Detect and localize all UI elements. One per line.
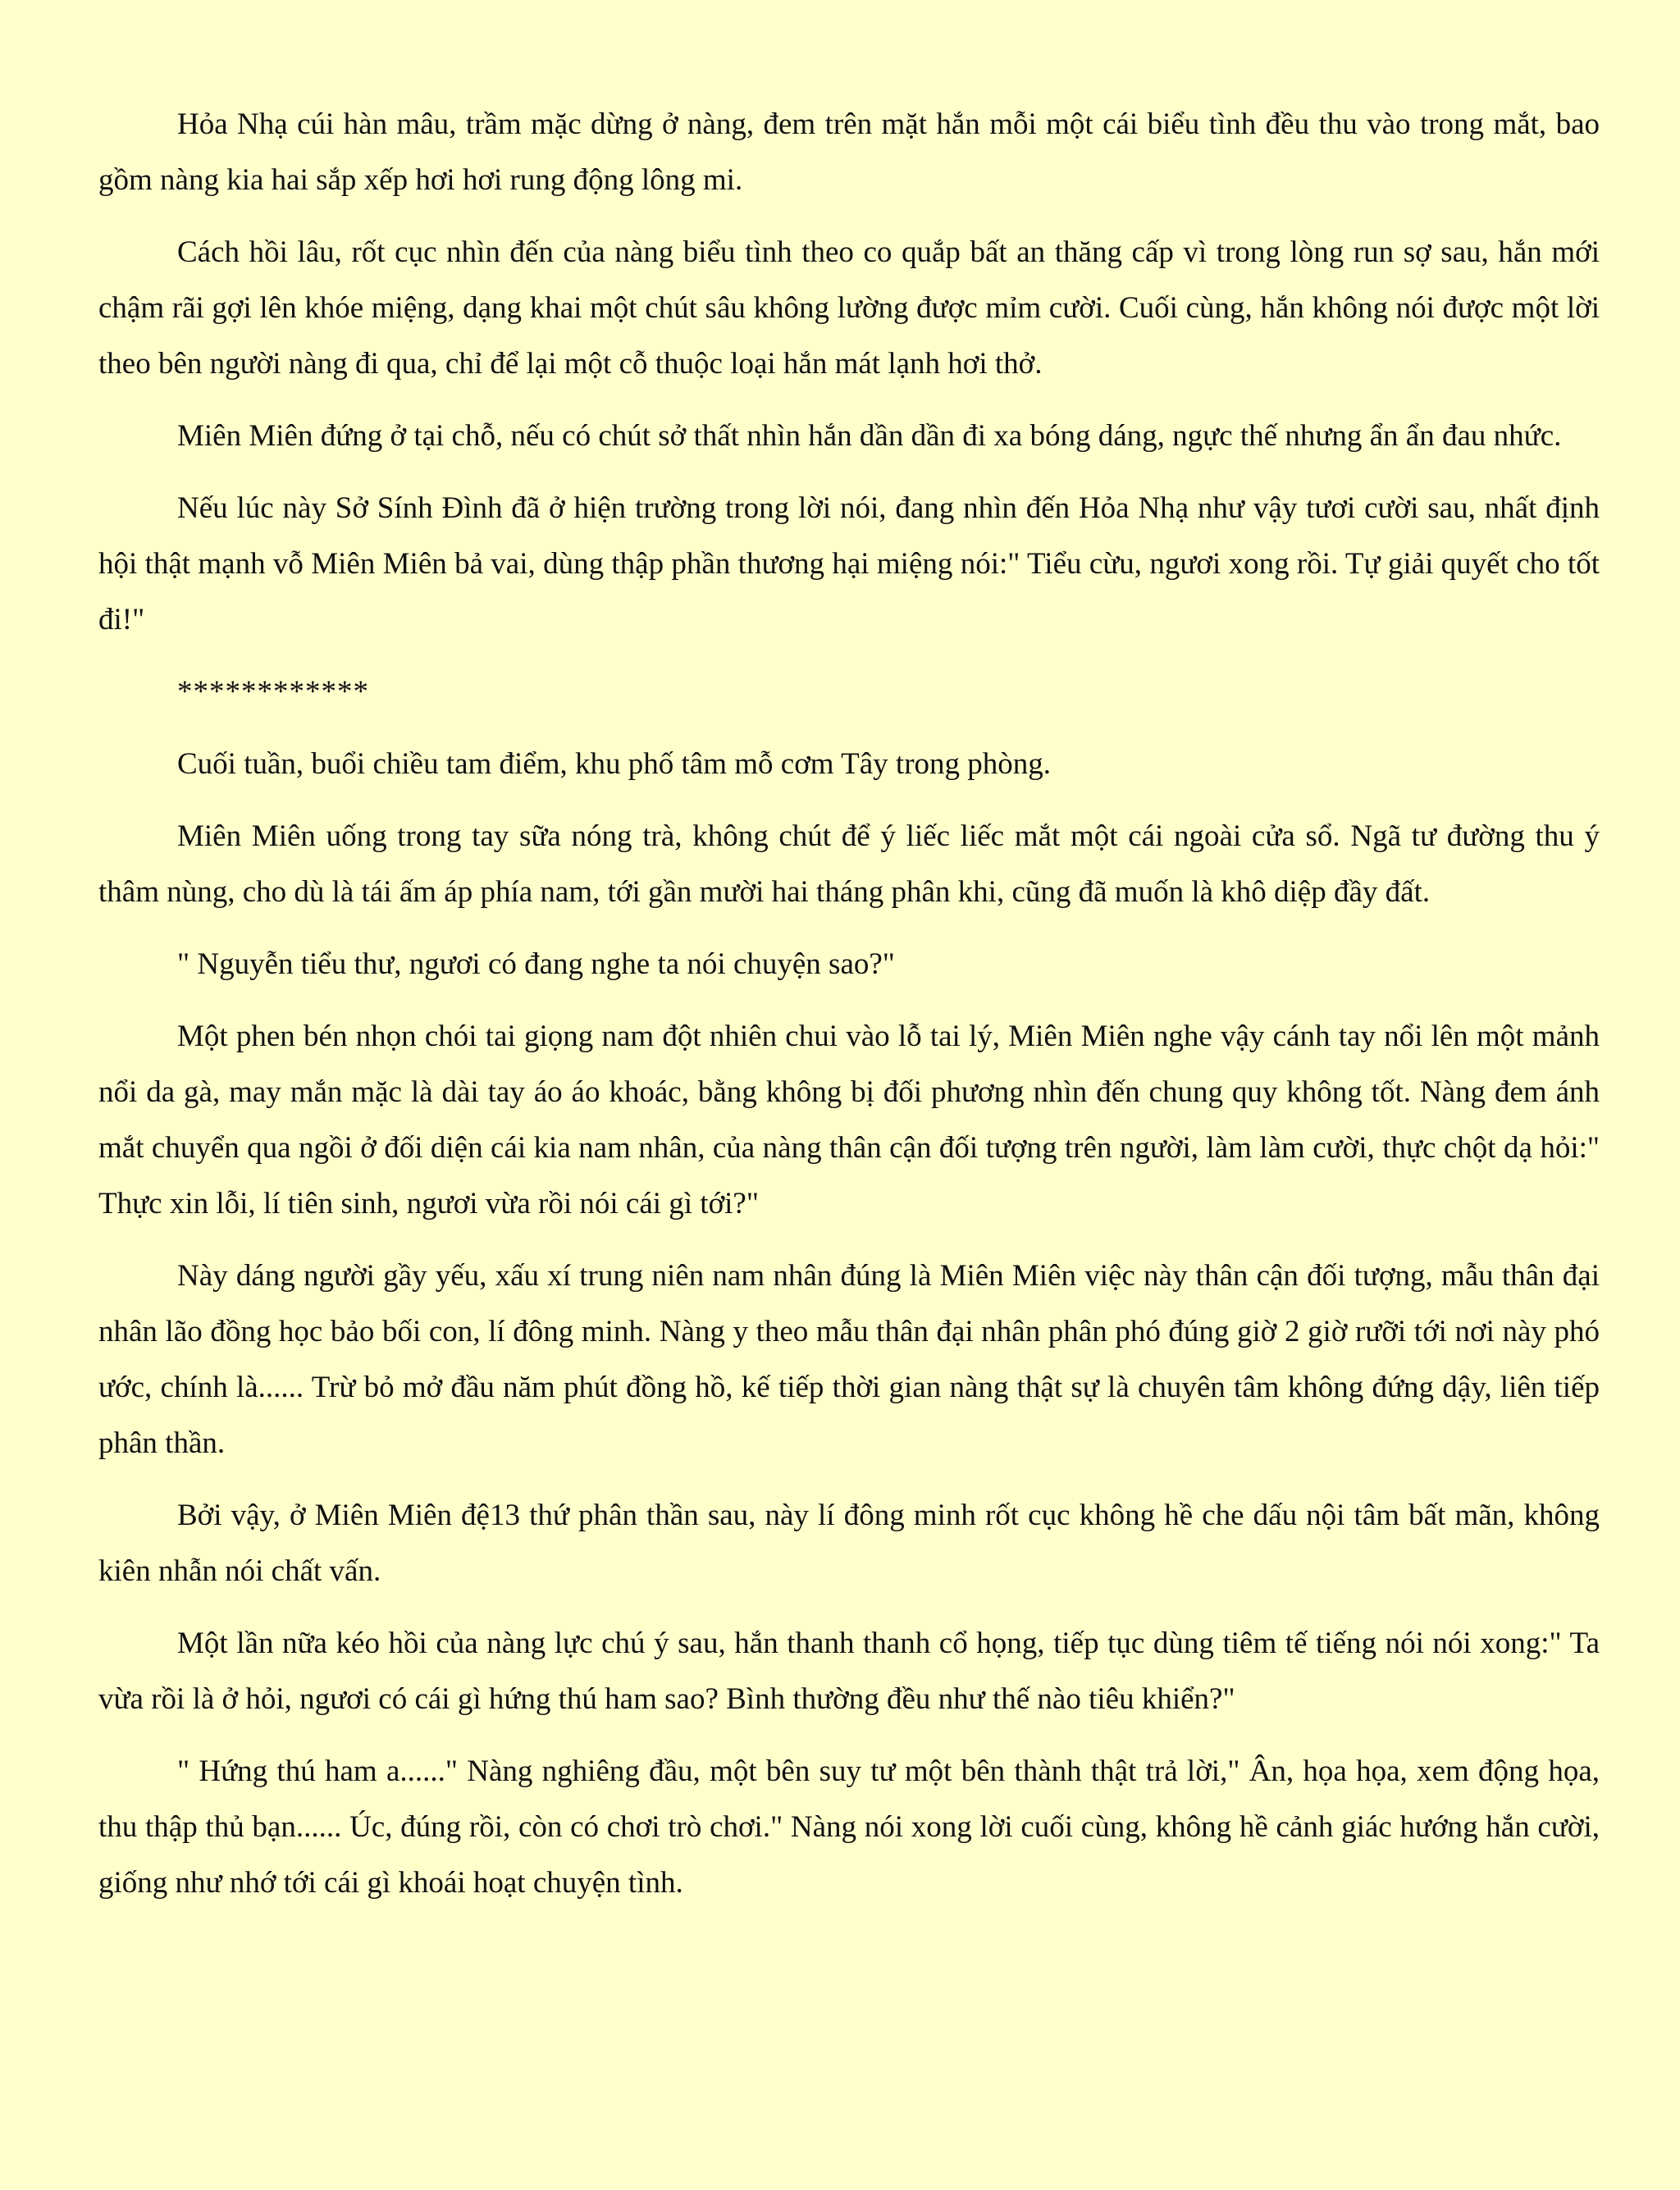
paragraph: Miên Miên uống trong tay sữa nóng trà, không chút để ý liếc liếc mắt một cái ngoài cửa sổ. Ngã tư đường thu ý thâm nùng, cho dù là tái ấm áp phía nam, tới gần mười hai tháng phân khi, cũng đã muốn là khô diệp đầy đất. bbox=[98, 819, 1600, 909]
paragraph: " Hứng thú ham a......" Nàng nghiêng đầu, một bên suy tư một bên thành thật trả lời," Ân, họa họa, xem động họa, thu thập thủ bạn...... Úc, đúng rồi, còn có chơi trò chơi." Nàng nói xong lời cuối cùng, không hề cảnh giác hướng hắn cười, giống như nhớ tới cái gì khoái hoạt chuyện tình. bbox=[98, 1754, 1600, 1900]
paragraph: Một phen bén nhọn chói tai giọng nam đột nhiên chui vào lỗ tai lý, Miên Miên nghe vậy cánh tay nổi lên một mảnh nổi da gà, may mắn mặc là dài tay áo áo khoác, bằng không bị đối phương nhìn đến chung quy không tốt. Nàng đem ánh mắt chuyển qua ngồi ở đối diện cái kia nam nhân, của nàng thân cận đối tượng trên người, làm làm cười, thực chột dạ hỏi:" Thực xin lỗi, lí tiên sinh, ngươi vừa rồi nói cái gì tới?" bbox=[98, 1020, 1600, 1220]
paragraph: Miên Miên đứng ở tại chỗ, nếu có chút sở thất nhìn hắn dần dần đi xa bóng dáng, ngực thế nhưng ẩn ẩn đau nhức. bbox=[177, 419, 1562, 453]
paragraph: Một lần nữa kéo hồi của nàng lực chú ý sau, hắn thanh thanh cổ họng, tiếp tục dùng tiêm tế tiếng nói nói xong:" Ta vừa rồi là ở hỏi, ngươi có cái gì hứng thú ham sao? Bình thường đều như thế nào tiêu khiển?" bbox=[98, 1627, 1600, 1716]
paragraph: " Nguyễn tiểu thư, ngươi có đang nghe ta nói chuyện sao?" bbox=[177, 947, 895, 981]
paragraph: Này dáng người gầy yếu, xấu xí trung niên nam nhân đúng là Miên Miên việc này thân cận đối tượng, mẫu thân đại nhân lão đồng học bảo bối con, lí đông minh. Nàng y theo mẫu thân đại nhân phân phó đúng giờ 2 giờ rưỡi tới nơi này phó ước, chính là...... Trừ bỏ mở đầu năm phút đồng hồ, kế tiếp thời gian nàng thật sự là chuyên tâm không đứng dậy, liên tiếp phân thần. bbox=[98, 1259, 1600, 1460]
paragraph: Cách hồi lâu, rốt cục nhìn đến của nàng biểu tình theo co quắp bất an thăng cấp vì trong lòng run sợ sau, hắn mới chậm rãi gợi lên khóe miệng, dạng khai một chút sâu không lường được mỉm cười. Cuối cùng, hắn không nói được một lời theo bên người nàng đi qua, chỉ để lại một cỗ thuộc loại hắn mát lạnh hơi thở. bbox=[98, 235, 1600, 381]
paragraph: Nếu lúc này Sở Sính Đình đã ở hiện trường trong lời nói, đang nhìn đến Hỏa Nhạ như vậy tươi cười sau, nhất định hội thật mạnh vỗ Miên Miên bả vai, dùng thập phần thương hại miệng nói:" Tiểu cừu, ngươi xong rồi. Tự giải quyết cho tốt đi!" bbox=[98, 491, 1600, 636]
scene-separator: ************ bbox=[177, 675, 369, 709]
paragraph: Cuối tuần, buổi chiều tam điểm, khu phố tâm mỗ cơm Tây trong phòng. bbox=[177, 747, 1052, 781]
paragraph: Hỏa Nhạ cúi hàn mâu, trầm mặc dừng ở nàng, đem trên mặt hắn mỗi một cái biểu tình đều thu vào trong mắt, bao gồm nàng kia hai sắp xếp hơi hơi rung động lông mi. bbox=[98, 107, 1600, 197]
paragraph: Bởi vậy, ở Miên Miên đệ13 thứ phân thần sau, này lí đông minh rốt cục không hề che dấu nội tâm bất mãn, không kiên nhẫn nói chất vấn. bbox=[98, 1499, 1600, 1588]
document-body bbox=[98, 97, 1600, 1911]
